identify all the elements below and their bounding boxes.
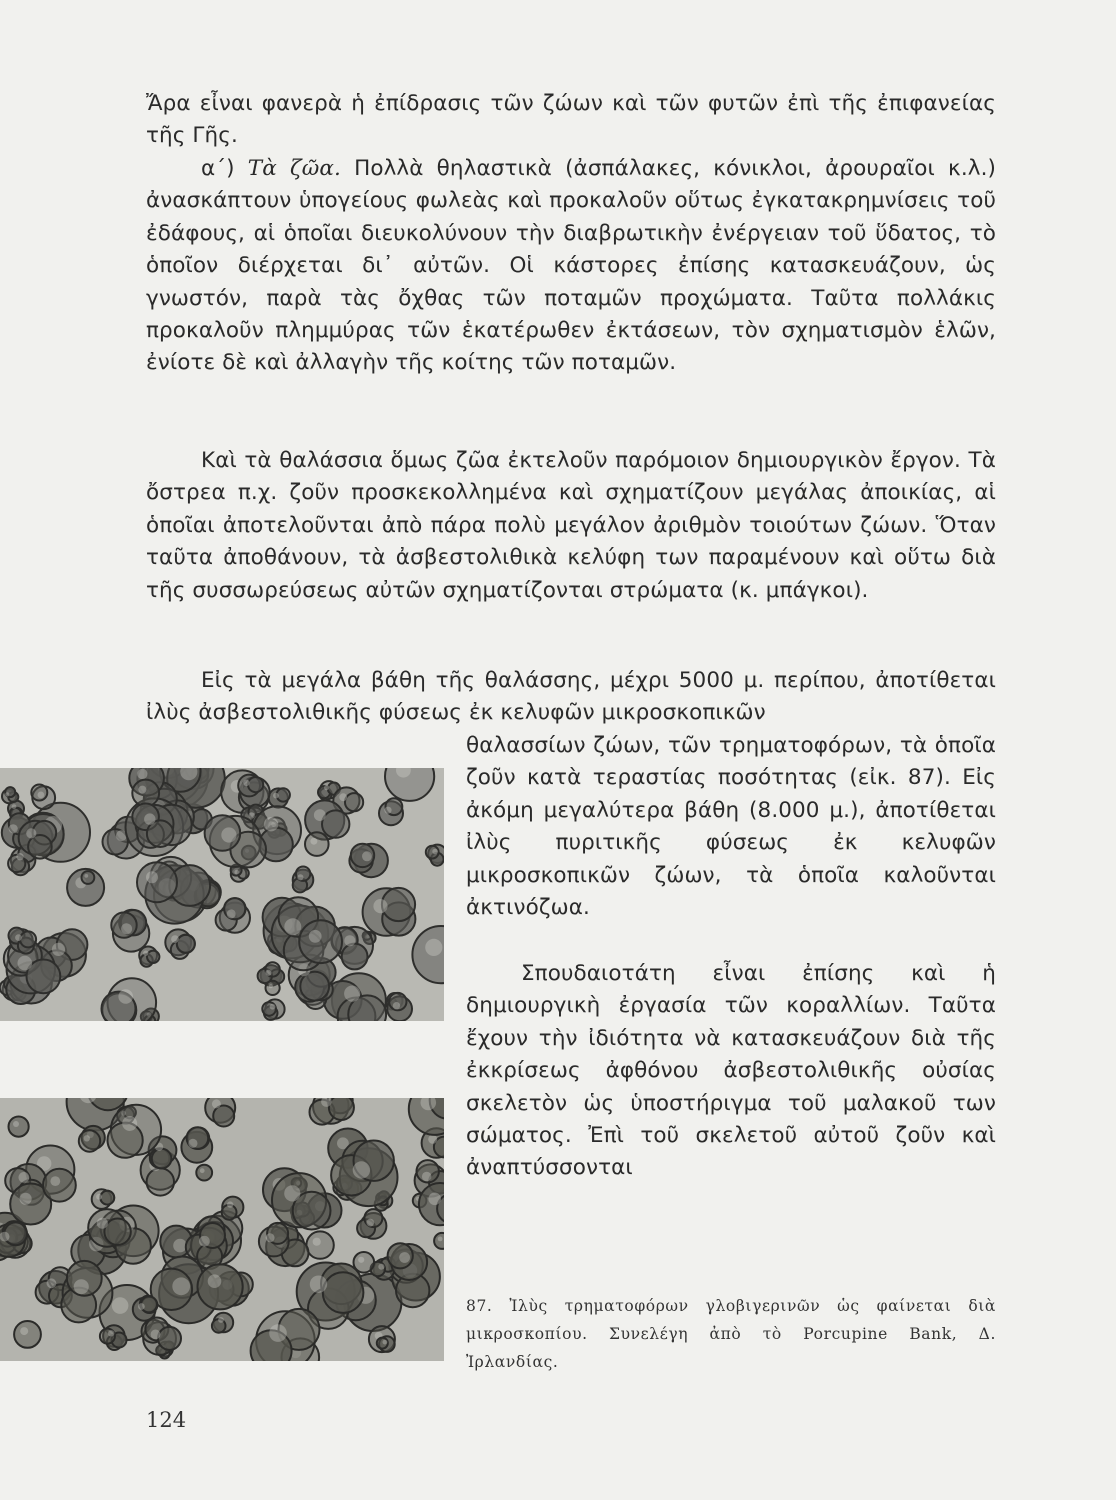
paragraph-3: Καὶ τὰ θαλάσσια ὅμως ζῶα ἐκτελοῦν παρόμοιον δημιουργικὸν ἔργον. Τὰ ὄστρεα π.χ. ζοῦν προσκεκολλημένα καὶ σχηματίζουν μεγάλας ἀποικίας, αἱ ὁποῖαι ἀποτελοῦνται ἀπὸ πάρα πολὺ μεγάλον ἀριθμὸν τοιούτων ζώων. Ὅταν ταῦτα ἀποθάνουν, τὰ ἀσβεστολιθικὰ κελύφη των παραμένουν καὶ οὕτω διὰ τῆς συσσωρεύσεως αὐτῶν σχηματίζονται στρώματα (κ. μπάγκοι). (146, 448, 996, 603)
foraminifera-shell (31, 785, 55, 810)
foraminifera-shell (198, 1264, 243, 1309)
paragraph-1: Ἄρα εἶναι φανερὰ ἡ ἐπίδρασις τῶν ζώων καὶ τῶν φυτῶν ἐπὶ τῆς ἐπιφανείας τῆς Γῆς. (146, 91, 996, 149)
foraminifera-shell (111, 910, 149, 952)
section-heading: Τὰ ζῶα. (247, 156, 341, 181)
foraminifera-shell (9, 1117, 29, 1137)
foraminifera-shell (79, 1130, 100, 1151)
page-number: 124 (146, 1408, 187, 1432)
foraminifera-shell (137, 862, 177, 902)
foraminifera-shell (132, 780, 159, 807)
foraminifera-shell (212, 1313, 233, 1333)
foraminifera-shell (82, 871, 95, 884)
foraminifera-shell (266, 981, 280, 995)
paragraph-4: Εἰς τὰ μεγάλα βάθη τῆς θαλάσσης, μέχρι 5000 μ. περίπου, ἀποτίθεται ἰλὺς ἀσβεστολιθικῆς φύσεως ἐκ κελυφῶν μικροσκοπικῶν (146, 668, 996, 726)
foraminifera-shell (132, 804, 173, 848)
figure-caption: 87. Ἰλὺς τρηματοφόρων γλοβιγερινῶν ὡς φαίνεται διὰ μικροσκοπίου. Συνελέγη ἀπὸ τὸ Porcupine Bank, Δ. Ἰρλανδίας. (466, 1297, 996, 1371)
foraminifera-shell (363, 888, 416, 936)
foraminifera-shell (43, 1169, 76, 1202)
foraminifera-shell (299, 920, 342, 963)
foraminifera-shell (354, 1252, 375, 1273)
paragraph-2-body: Πολλὰ θηλαστικὰ (ἀσπάλακες, κόνικλοι, ἀρουραῖοι κ.λ.) ἀνασκάπτουν ὑπογείους φωλεὰς καὶ προκαλοῦν οὕτως ἐγκατακρημνίσεις τοῦ ἐδάφους, αἱ ὁποῖαι διευκολύνουν τὴν διαβρωτικὴν ἐνέργειαν τοῦ ὕδατος, τὸ ὁποῖον διέρχεται δι᾿ αὐτῶν. Οἱ κάστορες ἐπίσης κατασκευάζουν, ὡς γνωστόν, παρὰ τὰς ὄχθας τῶν ποταμῶν προχώματα. Ταῦτα πολλάκις προκαλοῦν πλημμύρας τῶν ἑκατέρωθεν ἐκτάσεων, τὸν σχηματισμὸν ἑλῶν, ἐνίοτε δὲ καὶ ἀλλαγὴν τῆς κοίτης τῶν ποταμῶν. (146, 156, 997, 376)
paragraph-6: Σπουδαιοτάτη εἶναι ἐπίσης καὶ ἡ δημιουργικὴ ἐργασία τῶν κοραλλίων. Ταῦτα ἔχουν τὴν ἰδιότητα νὰ κατασκευάζουν διὰ τῆς ἐκκρίσεως ἀφθόνου ἀσβεστολιθικῆς οὐσίας σκελετὸν ὡς ὑποστήριγμα τοῦ μαλακοῦ των σώματος. Ἐπὶ τοῦ σκελετοῦ αὐτοῦ ζοῦν καὶ ἀναπτύσσονται (466, 961, 996, 1181)
paragraph-2 (146, 153, 996, 380)
section-marker: α΄) (201, 156, 235, 181)
foraminifera-shell (306, 1231, 333, 1258)
foraminifera-shell (305, 832, 329, 856)
foraminifera-micrograph-top (0, 768, 444, 1021)
foraminifera-shell (262, 999, 284, 1020)
foraminifera-shell (196, 1165, 212, 1181)
foraminifera-shell (14, 1321, 41, 1348)
foraminifera-shell (293, 867, 314, 893)
paragraph-5: θαλασσίων ζώων, τῶν τρηματοφόρων, τὰ ὁποῖα ζοῦν κατὰ τεραστίας ποσότητας (εἰκ. 87). Εἰς ἀκόμη μεγαλύτερα βάθη (8.000 μ.), ἀποτίθεται ἰλὺς πυριτικῆς φύσεως ἐκ κελυφῶν μικροσκοπικῶν ζώων, τὰ ὁποῖα καλοῦνται ἀκτινόζωα. (466, 733, 996, 921)
foraminifera-micrograph-bottom (0, 1098, 444, 1361)
foraminifera-shell (434, 1233, 444, 1249)
